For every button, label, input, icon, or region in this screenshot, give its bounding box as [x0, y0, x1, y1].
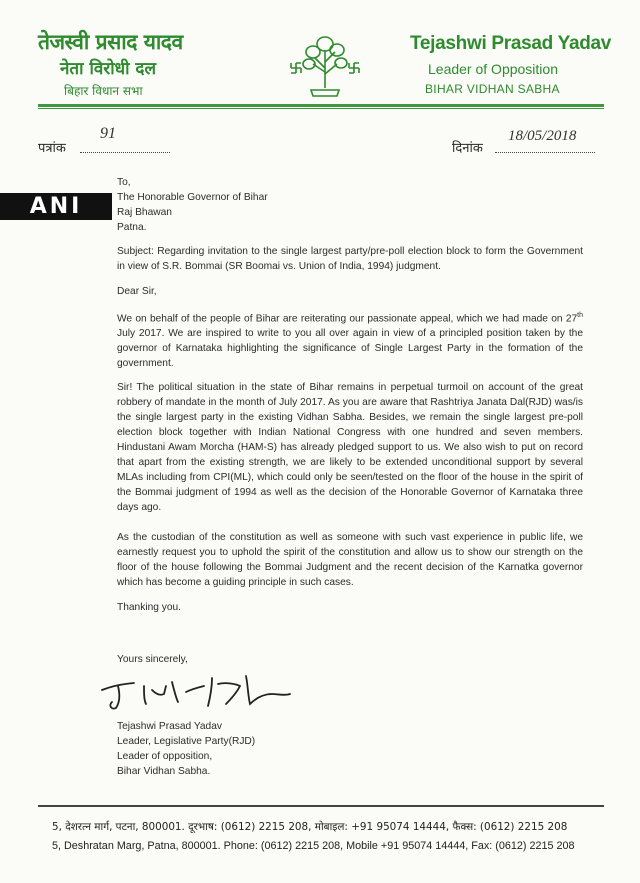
handwritten-signature — [100, 664, 300, 712]
subject-text: Subject: Regarding invitation to the single largest party/pre-poll election block to form the Government in view of S.R. Bommai (SR Boomai vs. Union of India, 1994) judgment. — [117, 246, 583, 272]
footer-english-address: 5, Deshratan Marg, Patna, 800001. Phone: (0612) 2215 208, Mobile +91 95074 14444, Fax: (0612) 2215 208 — [52, 840, 575, 852]
letterhead-english-name: Tejashwi Prasad Yadav — [410, 33, 612, 54]
paragraph-2-text: Sir! The political situation in the state of Bihar remains in perpetual turmoil on account of the great robbery of mandate in the month of July 2017. As you are aware that Rashtriya Janata Dal(RJD) was/is the single largest party in the existing Vidhan Sabha. Besides, we remain the single largest pre-poll election block together with Indian National Congress with one hundred and seven members. Hindustani Awam Morcha (HAM-S) has already pledged support to us. We also wish to put on record that apart from the existing strength, we are likely to be extended unconditional support by several MLAs including from CPI(ML), which could only be seen/tested on the floor of the house in the spirit of the Bommai judgment of 1994 as well as the decision of the Honorable Governor of Karnataka three days ago. — [117, 382, 583, 513]
footer-rule — [38, 805, 604, 807]
signatory-line: Leader, Legislative Party(RJD) — [117, 736, 256, 747]
paragraph-3 — [117, 530, 583, 590]
letterhead-english-sabha: BIHAR VIDHAN SABHA — [425, 82, 560, 96]
subject-line — [117, 244, 583, 274]
letterhead-hindi-name: तेजस्वी प्रसाद यादव — [38, 30, 183, 54]
paragraph-2 — [117, 380, 583, 515]
signatory-line: Bihar Vidhan Sabha. — [117, 766, 211, 777]
yours-sincerely: Yours sincerely, — [117, 654, 188, 665]
signatory-name: Tejashwi Prasad Yadav — [117, 721, 222, 732]
recipient-line: The Honorable Governor of Bihar — [117, 192, 268, 203]
letterhead-rule-thin — [38, 108, 604, 109]
letterhead-rule — [38, 104, 604, 107]
recipient-to: To, — [117, 177, 131, 188]
letterhead-hindi-title: नेता विरोधी दल — [60, 59, 156, 79]
tree-emblem-icon — [285, 28, 365, 100]
signatory-block — [117, 719, 583, 779]
reference-dotted-line — [80, 140, 170, 153]
paragraph-1 — [117, 308, 583, 371]
ani-watermark-logo: ANI — [0, 193, 112, 220]
paragraph-1-text-cont: July 2017. We are inspired to write to you all over again in view of a principled position taken by the governor of Karnataka highlighting the significance of Single Largest Party in the formation of the government. — [117, 328, 583, 370]
date-label: दिनांक — [452, 141, 483, 156]
reference-number: 91 — [100, 125, 116, 142]
reference-label: पत्रांक — [38, 141, 66, 156]
thanking-line: Thanking you. — [117, 602, 181, 613]
date-value: 18/05/2018 — [508, 128, 577, 144]
paragraph-1-superscript: th — [577, 312, 583, 319]
recipient-block — [117, 175, 583, 235]
signatory-line: Leader of opposition, — [117, 751, 213, 762]
paragraph-3-text: As the custodian of the constitution as well as someone with such vast experience in public life, we earnestly request you to uphold the spirit of the constitution and allow us to show our strength on the floor of the house following the Bommai Judgment and the recent decision of the Karnatka governor which has become a guiding principle in such cases. — [117, 532, 583, 588]
recipient-line: Raj Bhawan — [117, 207, 172, 218]
letterhead-english-title: Leader of Opposition — [428, 61, 558, 77]
paragraph-1-text: We on behalf of the people of Bihar are reiterating our passionate appeal, which we had made on 27 — [117, 313, 578, 325]
salutation: Dear Sir, — [117, 286, 157, 297]
footer-hindi-address: 5, देशरत्न मार्ग, पटना, 800001. दूरभाष: (0612) 2215 208, मोबाइल: +91 95074 14444, फैक्स: (0612) 2215 208 — [52, 821, 568, 833]
letterhead-hindi-sabha: बिहार विधान सभा — [64, 84, 143, 98]
recipient-line: Patna. — [117, 222, 147, 233]
